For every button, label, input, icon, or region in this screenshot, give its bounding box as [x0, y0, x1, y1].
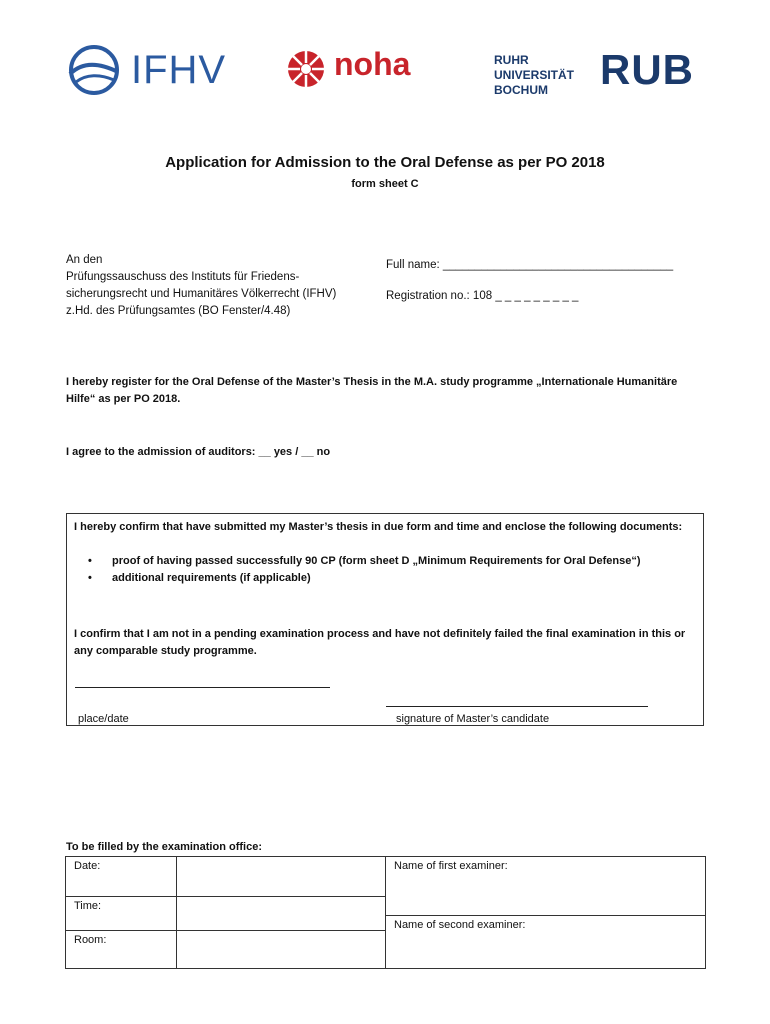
room-label: Room: [66, 931, 177, 969]
enclosed-documents-list [86, 553, 686, 587]
confirmation-intro: I hereby confirm that have submitted my Master’s thesis in due form and time and enclose the following documents: [74, 521, 683, 533]
address-line: Prüfungssauschuss des Instituts für Friedens- [66, 271, 300, 283]
office-examiners-table [385, 856, 706, 969]
time-label: Time: [66, 897, 177, 931]
office-heading: To be filled by the examination office: [66, 841, 262, 853]
confirmation-box [66, 513, 704, 726]
address-line: An den [66, 254, 103, 266]
ifhv-logo-icon [64, 44, 124, 96]
signature-line[interactable] [386, 706, 648, 707]
rub-logo-text: RUB [600, 46, 694, 93]
place-date-label: place/date [78, 713, 129, 725]
ruhr-line-2: UNIVERSITÄT [494, 68, 575, 82]
page-subtitle: form sheet C [351, 178, 419, 190]
ruhr-line-1: RUHR [494, 53, 529, 67]
ruhr-line-3: BOCHUM [494, 83, 548, 97]
auditors-consent-field[interactable]: I agree to the admission of auditors: __ yes / __ no [66, 446, 331, 458]
address-block [66, 252, 336, 320]
list-item: • proof of having passed successfully 90 CP (form sheet D „Minimum Requirements for Oral Defense“) [86, 553, 686, 570]
address-line: sicherungsrecht und Humanitäres Völkerrecht (IFHV) [66, 288, 337, 300]
room-cell[interactable] [177, 931, 386, 969]
time-cell[interactable] [177, 897, 386, 931]
registration-number-field[interactable]: Registration no.: 108 _ _ _ _ _ _ _ _ _ [386, 290, 579, 302]
date-cell[interactable] [177, 857, 386, 897]
place-date-line[interactable] [75, 687, 330, 688]
list-item: • additional requirements (if applicable) [86, 570, 686, 587]
register-statement: I hereby register for the Oral Defense of the Master’s Thesis in the M.A. study programme „Internationale Humanitäre Hilfe“ as per PO 2018. [66, 376, 678, 405]
ruhr-university-logo-text [494, 53, 574, 98]
page-title: Application for Admission to the Oral Defense as per PO 2018 [165, 154, 605, 171]
noha-logo-text: noha [334, 46, 411, 82]
full-name-field[interactable]: Full name: ____________________________________ [386, 259, 674, 271]
confirmation-statement: I confirm that I am not in a pending examination process and have not definitely failed the final examination in this or any comparable study programme. [74, 628, 686, 657]
first-examiner-cell[interactable]: Name of first examiner: [386, 857, 706, 916]
signature-label: signature of Master’s candidate [396, 713, 550, 725]
office-schedule-table [65, 856, 386, 969]
second-examiner-cell[interactable]: Name of second examiner: [386, 916, 706, 969]
ifhv-logo-text: IFHV [131, 48, 227, 92]
noha-logo-icon [284, 49, 328, 89]
date-label: Date: [66, 857, 177, 897]
address-line: z.Hd. des Prüfungsamtes (BO Fenster/4.48) [66, 305, 291, 317]
